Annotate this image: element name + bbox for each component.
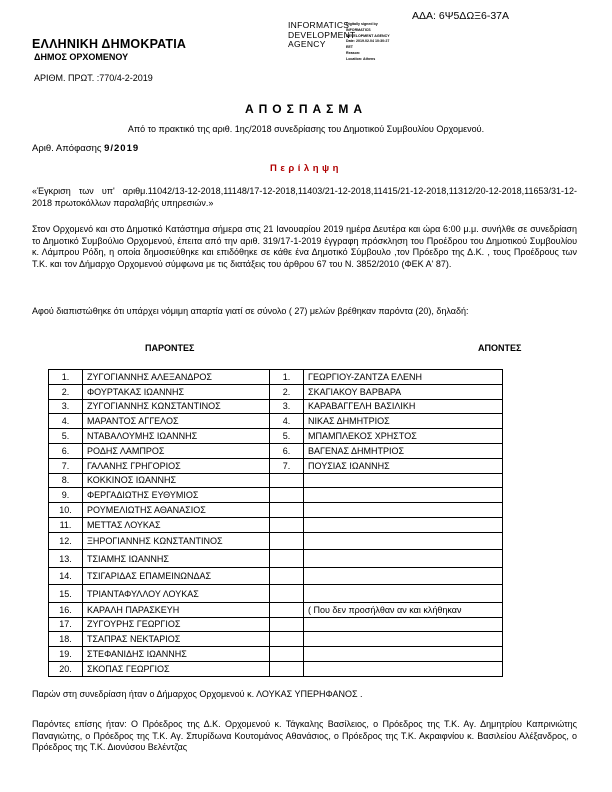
attendance-table xyxy=(48,369,503,677)
absent-name xyxy=(304,517,503,532)
absent-number xyxy=(270,617,304,632)
present-name: ΡΟΥΜΕΛΙΩΤΗΣ ΑΘΑΝΑΣΙΟΣ xyxy=(83,503,270,518)
present-name: ΤΣΙΑΜΗΣ ΙΩΑΝΝΗΣ xyxy=(83,550,270,568)
present-name: ΤΣΙΓΑΡΙΔΑΣ ΕΠΑΜΕΙΝΩΝΔΑΣ xyxy=(83,567,270,585)
table-row xyxy=(49,647,503,662)
absent-name xyxy=(304,632,503,647)
absent-name: ΣΚΑΓΙΑΚΟΥ ΒΑΡΒΑΡΑ xyxy=(304,384,503,399)
absent-name xyxy=(304,585,503,603)
absent-name xyxy=(304,617,503,632)
absent-number xyxy=(270,517,304,532)
present-number: 11. xyxy=(49,517,83,532)
quorum-paragraph: Αφού διαπιστώθηκε ότι υπάρχει νόμιμη απαρτία γιατί σε σύνολο ( 27) μελών βρέθηκαν παρόντα (20), δηλαδή: xyxy=(32,306,469,316)
present-number: 7. xyxy=(49,458,83,473)
present-number: 17. xyxy=(49,617,83,632)
absent-name: ΝΙΚΑΣ ΔΗΜΗΤΡΙΟΣ xyxy=(304,414,503,429)
absent-name xyxy=(304,503,503,518)
absent-number xyxy=(270,661,304,676)
table-row xyxy=(49,458,503,473)
signature-details: Digitally signed by INFORMATICS DEVELOPMENT AGENCY Date: 2019.02.04 10:30:27 EET Reason: Location: Athens xyxy=(346,22,390,61)
present-name: ΜΕΤΤΑΣ ΛΟΥΚΑΣ xyxy=(83,517,270,532)
absent-number xyxy=(270,488,304,503)
ada-code: ΑΔΑ: 6Ψ5ΔΩΞ6-37Α xyxy=(412,10,510,22)
present-number: 4. xyxy=(49,414,83,429)
absent-name xyxy=(304,473,503,488)
table-row xyxy=(49,429,503,444)
absent-name: ΠΟΥΣΙΑΣ ΙΩΑΝΝΗΣ xyxy=(304,458,503,473)
present-name: ΖΥΓΟΥΡΗΣ ΓΕΩΡΓΙΟΣ xyxy=(83,617,270,632)
present-number: 15. xyxy=(49,585,83,603)
absent-name xyxy=(304,550,503,568)
present-name: ΓΑΛΑΝΗΣ ΓΡΗΓΟΡΙΟΣ xyxy=(83,458,270,473)
absent-name: ΓΕΩΡΓΙΟΥ-ΖΑΝΤΖΑ ΕΛΕΝΗ xyxy=(304,370,503,385)
present-number: 1. xyxy=(49,370,83,385)
table-row xyxy=(49,602,503,617)
absent-number xyxy=(270,532,304,550)
table-row xyxy=(49,473,503,488)
present-number: 6. xyxy=(49,443,83,458)
present-name: ΦΕΡΓΑΔΙΩΤΗΣ ΕΥΘΥΜΙΟΣ xyxy=(83,488,270,503)
table-row xyxy=(49,384,503,399)
republic-heading: ΕΛΛΗΝΙΚΗ ΔΗΜΟΚΡΑΤΙΑ xyxy=(32,37,187,51)
absent-number xyxy=(270,550,304,568)
table-row xyxy=(49,632,503,647)
absent-number xyxy=(270,567,304,585)
present-name: ΚΑΡΑΛΗ ΠΑΡΑΣΚΕΥΗ xyxy=(83,602,270,617)
subject-paragraph: «Έγκριση των υπ' αριθμ.11042/13-12-2018,11148/17-12-2018,11403/21-12-2018,11415/21-12-2018,11312/20-12-2018,11653/31-12-2018 πρωτοκόλλων παραλαβής υπηρεσιών.» xyxy=(32,186,577,208)
absent-number xyxy=(270,503,304,518)
present-name: ΤΣΑΠΡΑΣ ΝΕΚΤΑΡΙΟΣ xyxy=(83,632,270,647)
absent-name: ΜΠΑΜΠΛΕΚΟΣ ΧΡΗΣΤΟΣ xyxy=(304,429,503,444)
absent-name xyxy=(304,661,503,676)
present-name: ΖΥΓΟΓΙΑΝΝΗΣ ΑΛΕΞΑΝΔΡΟΣ xyxy=(83,370,270,385)
table-row xyxy=(49,399,503,414)
table-row xyxy=(49,585,503,603)
absent-number: 7. xyxy=(270,458,304,473)
table-row xyxy=(49,532,503,550)
present-number: 10. xyxy=(49,503,83,518)
present-number: 20. xyxy=(49,661,83,676)
mayor-paragraph: Παρών στη συνεδρίαση ήταν ο Δήμαρχος Ορχομενού κ. ΛΟΥΚΑΣ ΥΠΕΡΗΦΑΝΟΣ . xyxy=(32,689,363,699)
absent-number xyxy=(270,585,304,603)
present-name: ΣΤΕΦΑΝΙΔΗΣ ΙΩΑΝΝΗΣ xyxy=(83,647,270,662)
absent-name xyxy=(304,488,503,503)
present-name: ΞΗΡΟΓΙΑΝΝΗΣ ΚΩΝΣΤΑΝΤΙΝΟΣ xyxy=(83,532,270,550)
absent-number: 3. xyxy=(270,399,304,414)
present-number: 5. xyxy=(49,429,83,444)
present-name: ΚΟΚΚΙΝΟΣ ΙΩΑΝΝΗΣ xyxy=(83,473,270,488)
table-row xyxy=(49,617,503,632)
table-row xyxy=(49,517,503,532)
absent-number: 2. xyxy=(270,384,304,399)
absent-name: ΒΑΓΕΝΑΣ ΔΗΜΗΤΡΙΟΣ xyxy=(304,443,503,458)
absent-name xyxy=(304,567,503,585)
table-row xyxy=(49,414,503,429)
present-number: 12. xyxy=(49,532,83,550)
present-number: 3. xyxy=(49,399,83,414)
absent-number xyxy=(270,602,304,617)
document-title: ΑΠΟΣΠΑΣΜΑ xyxy=(244,102,368,116)
table-row xyxy=(49,370,503,385)
absent-number xyxy=(270,632,304,647)
present-name: ΤΡΙΑΝΤΑΦΥΛΛΟΥ ΛΟΥΚΑΣ xyxy=(83,585,270,603)
present-name: ΖΥΓΟΓΙΑΝΝΗΣ ΚΩΝΣΤΑΝΤΙΝΟΣ xyxy=(83,399,270,414)
present-name: ΡΟΔΗΣ ΛΑΜΠΡΟΣ xyxy=(83,443,270,458)
protocol-number: ΑΡΙΘΜ. ΠΡΩΤ. :770/4-2-2019 xyxy=(34,73,153,83)
present-heading: ΠΑΡΟΝΤΕΣ xyxy=(145,343,195,353)
table-row xyxy=(49,443,503,458)
present-number: 2. xyxy=(49,384,83,399)
present-name: ΝΤΑΒΑΛΟΥΜΗΣ ΙΩΑΝΝΗΣ xyxy=(83,429,270,444)
meeting-paragraph: Στον Ορχομενό και στο Δημοτικό Κατάστημα σήμερα στις 21 Ιανουαρίου 2019 ημέρα Δευτέρα και ώρα 6:00 μ.μ. συνήλθε σε συνεδρίαση το Δημοτικό Συμβούλιο Ορχομενού, έπειτα από την αριθ. 319/17-1-2019 έγγραφη πρόσκληση του Προέδρου του Δημοτικού Συμβουλίου κ. Λάμπρου Ρόδη, η οποία δημοσιεύθηκε και επιδόθηκε σε κάθε ένα Δημοτικό Σύμβουλο ,τον Πρόεδρο της Δ.Κ. , τους Προέδρους των Τ.Κ. και τον Δήμαρχο Ορχομενού σύμφωνα με τις διατάξεις του άρθρου 67 του Ν. 3852/2010 (ΦΕΚ Α' 87). xyxy=(32,224,577,269)
absent-number: 5. xyxy=(270,429,304,444)
absent-number: 1. xyxy=(270,370,304,385)
digital-signature-stamp xyxy=(288,21,400,61)
present-number: 9. xyxy=(49,488,83,503)
absent-number: 4. xyxy=(270,414,304,429)
table-row xyxy=(49,550,503,568)
absent-name: ΚΑΡΑΒΑΓΓΕΛΗ ΒΑΣΙΛΙΚΗ xyxy=(304,399,503,414)
table-row xyxy=(49,503,503,518)
also-present-paragraph: Παρόντες επίσης ήταν: Ο Πρόεδρος της Δ.Κ. Ορχομενού κ. Τάγκαλης Βασίλειος, ο Πρόεδρος της Τ.Κ. Αγ. Δημητρίου Καπρινιώτης Παναγιώτης, ο Πρόεδρος της Τ.Κ. Αγ. Σπυρίδωνα Κουτομάνος Αθανάσιος, ο Πρόεδρος της Τ.Κ. Ακραιφνίου κ. Βασιλείου Αλέξανδρος, ο Πρόεδρος της Τ.Κ. Διονύσου Βελέντζας xyxy=(32,719,577,752)
present-number: 14. xyxy=(49,567,83,585)
table-row xyxy=(49,488,503,503)
summary-heading: Περίληψη xyxy=(270,163,342,174)
table-row xyxy=(49,661,503,676)
absent-heading: ΑΠΟΝΤΕΣ xyxy=(478,343,522,353)
decision-label: Αριθ. Απόφασης xyxy=(32,143,102,154)
absent-number xyxy=(270,473,304,488)
absent-number xyxy=(270,647,304,662)
present-name: ΜΑΡΑΝΤΟΣ ΑΓΓΕΛΟΣ xyxy=(83,414,270,429)
municipality-heading: ΔΗΜΟΣ ΟΡΧΟΜΕΝΟΥ xyxy=(34,52,129,62)
decision-value: 9/2019 xyxy=(104,143,140,154)
present-number: 13. xyxy=(49,550,83,568)
present-name: ΣΚΟΠΑΣ ΓΕΩΡΓΙΟΣ xyxy=(83,661,270,676)
excerpt-intro: Από το πρακτικό της αριθ. 1ης/2018 συνεδρίασης του Δημοτικού Συμβουλίου Ορχομενού. xyxy=(127,124,485,134)
decision-number xyxy=(32,143,139,154)
absent-name xyxy=(304,532,503,550)
present-name: ΦΟΥΡΤΑΚΑΣ ΙΩΑΝΝΗΣ xyxy=(83,384,270,399)
signature-logo-words: INFORMATICS DEVELOPMENT AGENCY xyxy=(288,20,356,49)
present-number: 19. xyxy=(49,647,83,662)
present-number: 18. xyxy=(49,632,83,647)
absent-name: ( Που δεν προσήλθαν αν και κλήθηκαν xyxy=(304,602,503,617)
absent-number: 6. xyxy=(270,443,304,458)
present-number: 16. xyxy=(49,602,83,617)
present-number: 8. xyxy=(49,473,83,488)
table-row xyxy=(49,567,503,585)
absent-name xyxy=(304,647,503,662)
